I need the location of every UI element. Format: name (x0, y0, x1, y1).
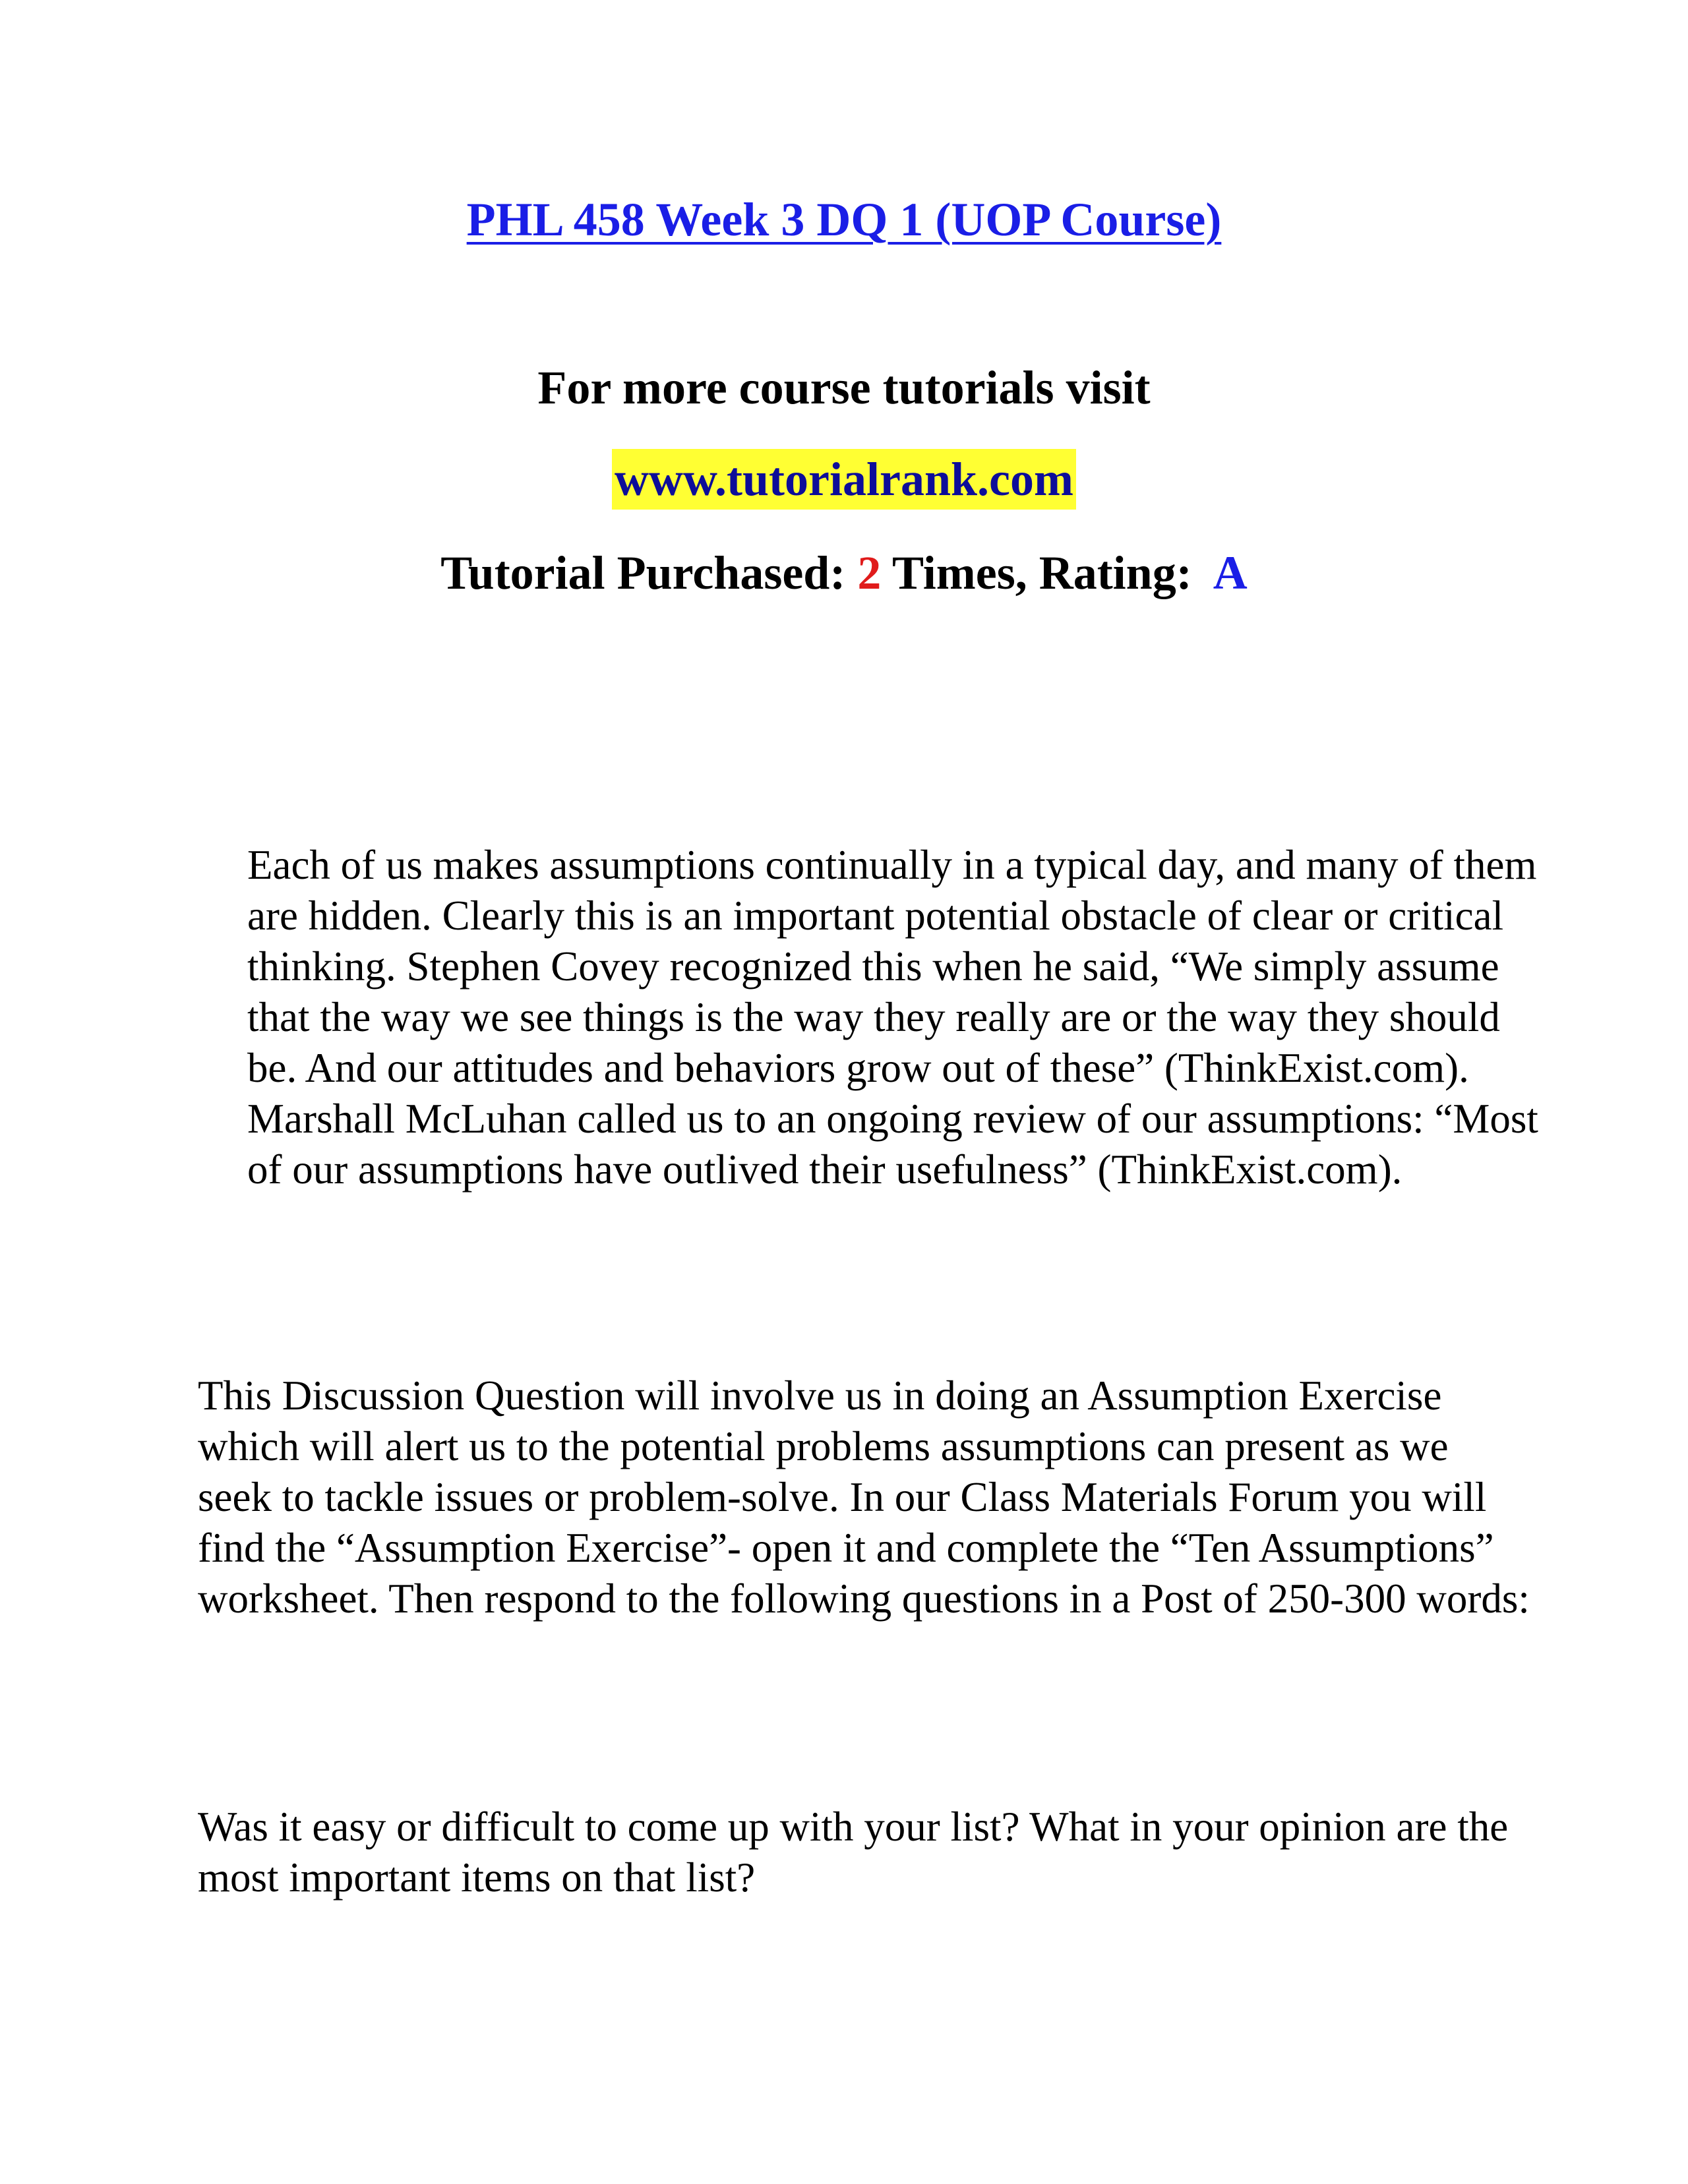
question-paragraph: Was it easy or difficult to come up with your list? What in your opinion are the most important items on that list? (198, 1804, 1509, 1901)
purchase-times-label: Times, Rating: (881, 546, 1213, 599)
site-url-line (0, 451, 1688, 508)
course-title-link[interactable]: PHL 458 Week 3 DQ 1 (UOP Course) (466, 193, 1222, 246)
rating-value: A (1213, 546, 1248, 599)
assumptions-intro-paragraph: Each of us makes assumptions continually in a typical day, and many of them are hidden. Clearly this is an important potential obstacle of clear or critical thinking. Stephen Covey recognized this when he said, “We simply assume that the way we see things is the way they really are or the way they should be. And our attitudes and behaviors grow out of these” (ThinkExist.com). Marshall McLuhan called us to an ongoing review of our assumptions: “Most of our assumptions have outlived their usefulness” (ThinkExist.com). (247, 842, 1538, 1193)
purchase-rating-line (0, 545, 1688, 601)
purchase-count: 2 (857, 546, 882, 599)
page-title (0, 191, 1688, 248)
visit-text: For more course tutorials visit (537, 361, 1151, 414)
site-url-link[interactable]: www.tutorialrank.com (612, 449, 1076, 510)
purchase-label: Tutorial Purchased: (440, 546, 858, 599)
discussion-question-paragraph: This Discussion Question will involve us in doing an Assumption Exercise which will alert us to the potential problems assumptions can present as we seek to tackle issues or problem-solve. In our Class Materials Forum you will find the “Assumption Exercise”- open it and complete the “Ten Assumptions” worksheet. Then respond to the following questions in a Post of 250-300 words: (198, 1372, 1530, 1622)
